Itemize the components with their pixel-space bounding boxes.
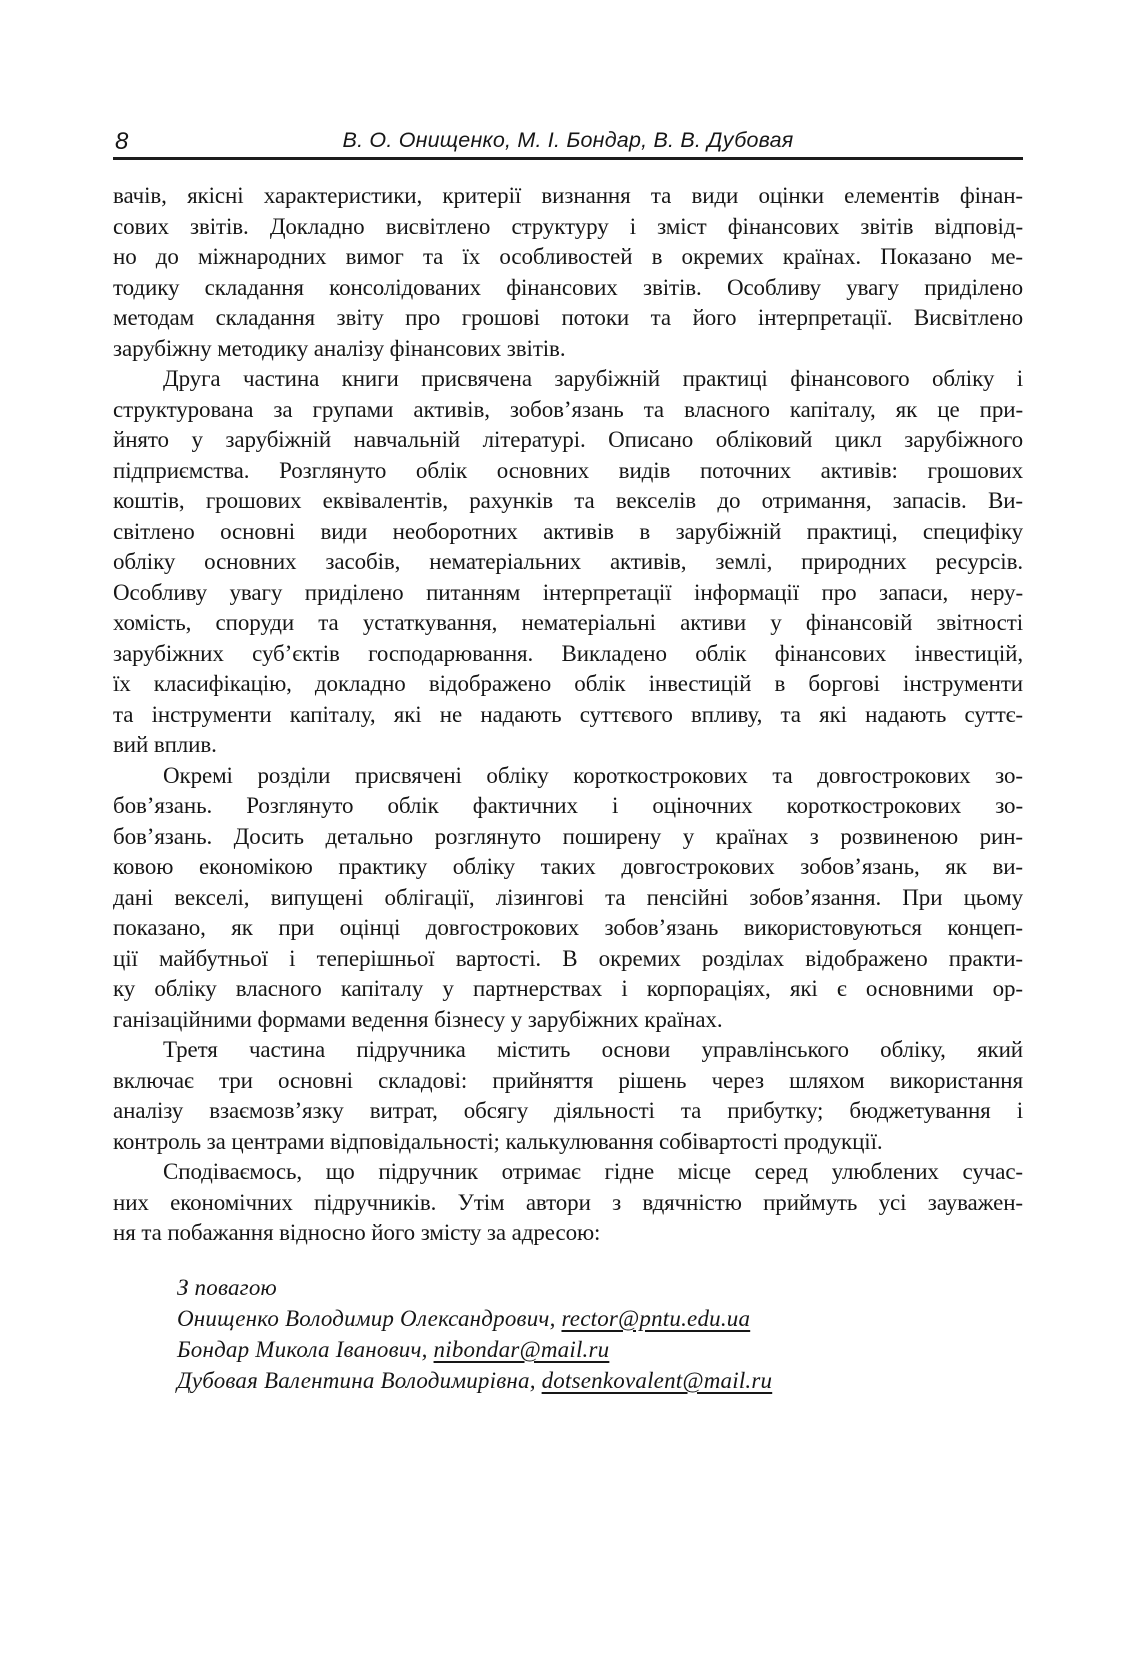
text-line: зарубіжних суб’єктів господарювання. Викладено облік фінансових інвестицій, <box>113 640 1023 666</box>
signature-entries <box>177 1303 1023 1396</box>
text-line: вачів, якісні характеристики, критерії визнання та види оцінки елементів фінан- <box>113 183 1023 208</box>
text-line: вий вплив. <box>113 732 217 757</box>
text-line: дані векселі, випущені облігації, лізингові та пенсійні зобов’язання. При цьому <box>113 884 1023 910</box>
signature-name: Дубовая Валентина Володимирівна, <box>177 1367 536 1393</box>
text-line: ня та побажання відносно його змісту за адресою: <box>113 1220 601 1245</box>
text-line: структурована за групами активів, зобов’язань та власного капіталу, як це при- <box>113 396 1023 422</box>
paragraph <box>113 364 1023 761</box>
text-line: ковою економікою практику обліку таких довгострокових зобов’язань, як ви- <box>113 854 1023 879</box>
text-line: аналізу взаємозв’язку витрат, обсягу діяльності та прибутку; бюджетування і <box>113 1098 1023 1123</box>
paragraph <box>113 1157 1023 1249</box>
paragraph <box>113 1035 1023 1157</box>
text-line: їх класифікацію, докладно відображено облік інвестицій в боргові інструменти <box>113 671 1023 696</box>
text-line: тодику складання консолідованих фінансових звітів. Особливу увагу приділено <box>113 274 1023 300</box>
text-line: Особливу увагу приділено питанням інтерпретації інформації про запаси, неру- <box>113 579 1023 605</box>
text-line: коштів, грошових еквівалентів, рахунків та векселів до отримання, запасів. Ви- <box>113 488 1023 513</box>
text-line: йнято у зарубіжній навчальній літературі. Описано обліковий цикл зарубіжного <box>113 427 1023 452</box>
email-link[interactable]: dotsenkovalent@mail.ru <box>541 1367 773 1393</box>
text-line: них економічних підручників. Утім автори з вдячністю приймуть усі зауважен- <box>113 1189 1023 1215</box>
paragraph <box>113 181 1023 364</box>
text-line: но до міжнародних вимог та їх особливостей в окремих країнах. Показано ме- <box>113 244 1023 269</box>
signature-line <box>177 1334 1023 1365</box>
text-line: контроль за центрами відповідальності; калькулювання собівартості продукції. <box>113 1128 883 1154</box>
text-line: ції майбутньої і теперішньої вартості. В окремих розділах відображено практи- <box>113 945 1023 971</box>
text-line: зарубіжну методику аналізу фінансових звітів. <box>113 335 566 361</box>
text-line: світлено основні види необоротних активів в зарубіжній практиці, специфіку <box>113 518 1023 544</box>
text-line: сових звітів. Докладно висвітлено структуру і зміст фінансових звітів відповід- <box>113 213 1023 239</box>
signature-line <box>177 1365 1023 1396</box>
text-line: ганізаційними формами ведення бізнесу у зарубіжних країнах. <box>113 1006 723 1032</box>
authors-header: В. О. Онищенко, М. І. Бондар, В. В. Дубовая <box>342 128 794 152</box>
text-line: підприємства. Розглянуто облік основних видів поточних активів: грошових <box>113 457 1023 483</box>
running-header <box>113 128 1023 154</box>
text-line: Окремі розділи присвячені обліку короткострокових та довгострокових зо- <box>163 762 1023 788</box>
page-body <box>113 181 1023 1249</box>
page-number: 8 <box>115 128 129 155</box>
text-line: включає три основні складові: прийняття рішень через шляхом використання <box>113 1067 1023 1093</box>
signature-name: Бондар Микола Іванович, <box>177 1336 428 1362</box>
paragraph <box>113 761 1023 1036</box>
email-link[interactable]: nibondar@mail.ru <box>433 1336 610 1362</box>
email-link[interactable]: rector@pntu.edu.ua <box>561 1305 751 1331</box>
text-line: Сподіваємось, що підручник отримає гідне місце серед улюблених сучас- <box>163 1159 1023 1184</box>
text-line: показано, як при оцінці довгострокових зобов’язань використовуються концеп- <box>113 915 1023 940</box>
text-line: Третя частина підручника містить основи управлінського обліку, який <box>163 1037 1023 1062</box>
header-rule <box>113 157 1023 160</box>
text-line: ку обліку власного капіталу у партнерствах і корпораціях, які є основними ор- <box>113 976 1023 1001</box>
text-line: обліку основних засобів, нематеріальних активів, землі, природних ресурсів. <box>113 549 1023 574</box>
text-line: хомість, споруди та устаткування, нематеріальні активи у фінансовій звітності <box>113 610 1023 635</box>
text-line: Друга частина книги присвячена зарубіжній практиці фінансового обліку і <box>163 366 1023 391</box>
text-line: методам складання звіту про грошові потоки та його інтерпретації. Висвітлено <box>113 305 1023 330</box>
signature-salutation: З повагою <box>177 1274 277 1300</box>
signature-name: Онищенко Володимир Олександрович, <box>177 1305 556 1331</box>
signature-block <box>177 1272 1023 1396</box>
signature-line <box>177 1303 1023 1334</box>
text-line: бов’язань. Досить детально розглянуто поширену у країнах з розвиненою рин- <box>113 823 1023 849</box>
text-line: та інструменти капіталу, які не надають суттєвого впливу, та які надають суттє- <box>113 701 1023 727</box>
text-line: бов’язань. Розглянуто облік фактичних і оціночних короткострокових зо- <box>113 793 1023 818</box>
